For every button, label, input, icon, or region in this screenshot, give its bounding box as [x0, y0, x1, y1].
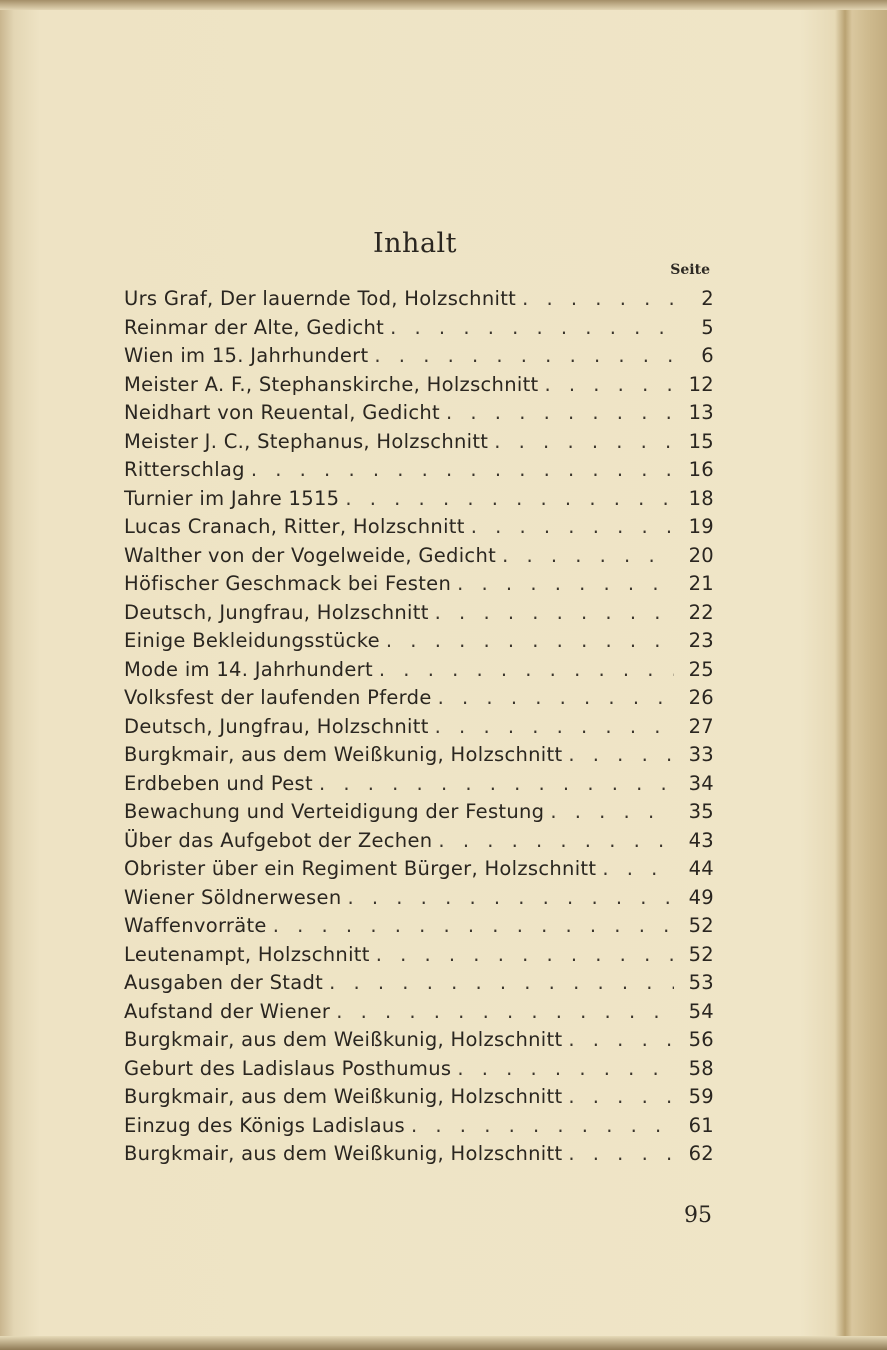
- page-edge-top: [0, 0, 887, 10]
- toc-entry-page: 35: [688, 800, 714, 823]
- toc-entry: [124, 599, 714, 628]
- toc-entry-title: Meister A. F., Stephanskirche, Holzschnitt: [124, 372, 539, 396]
- toc-leader-dots: [502, 542, 674, 571]
- toc-entry: [124, 428, 714, 457]
- toc-entry-title: Turnier im Jahre 1515: [124, 486, 340, 510]
- toc-leader-dots: [471, 513, 674, 542]
- toc-entry-page: 33: [688, 743, 714, 766]
- toc-entry: [124, 1083, 714, 1112]
- toc-entry-page: 27: [688, 714, 714, 738]
- toc-entry-page: 13: [688, 401, 714, 424]
- toc-entry-page: 20: [688, 543, 714, 567]
- toc-entry-title: Obrister über ein Regiment Bürger, Holzschnitt: [124, 857, 597, 880]
- toc-entry-page: 19: [688, 515, 714, 538]
- toc-entry-title: Geburt des Ladislaus Posthumus: [124, 1056, 452, 1080]
- toc-entry: [124, 684, 714, 713]
- toc-entry: [124, 342, 714, 371]
- toc-entry: [124, 998, 714, 1027]
- toc-entry-page: 21: [688, 572, 714, 595]
- page-title: Inhalt: [373, 228, 458, 259]
- toc-entry: [124, 713, 714, 742]
- toc-entry: [124, 399, 714, 428]
- toc-entry: [124, 1112, 714, 1141]
- toc-entry-page: 52: [688, 942, 714, 966]
- toc-entry: [124, 884, 714, 913]
- toc-entry: [124, 656, 714, 685]
- toc-entry-title: Waffenvorräte: [124, 914, 267, 937]
- toc-entry: [124, 485, 714, 514]
- toc-leader-dots: [376, 941, 674, 970]
- toc-entry-page: 6: [701, 344, 714, 367]
- toc-leader-dots: [374, 342, 674, 371]
- toc-entry-page: 5: [701, 315, 714, 339]
- toc-entry: [124, 314, 714, 343]
- toc-entry-page: 62: [688, 1142, 714, 1165]
- toc-entry-page: 26: [688, 686, 714, 709]
- toc-entry-title: Neidhart von Reuental, Gedicht: [124, 401, 441, 424]
- toc-entry: [124, 798, 714, 827]
- toc-leader-dots: [336, 998, 674, 1027]
- toc-entry-page: 44: [688, 857, 714, 880]
- toc-leader-dots: [457, 570, 674, 599]
- toc-entry: [124, 627, 714, 656]
- toc-leader-dots: [438, 827, 674, 856]
- toc-leader-dots: [390, 314, 674, 343]
- toc-entry-page: 34: [688, 771, 714, 795]
- toc-entry-title: Ritterschlag: [124, 458, 245, 481]
- toc-entry-title: Einige Bekleidungsstücke: [124, 629, 380, 652]
- toc-leader-dots: [494, 428, 674, 457]
- toc-entry-title: Erdbeben und Pest: [124, 771, 313, 795]
- toc-leader-dots: [550, 798, 674, 827]
- toc-entry: [124, 1026, 714, 1055]
- toc-leader-dots: [544, 371, 674, 400]
- toc-leader-dots: [379, 656, 674, 685]
- toc-leader-dots: [411, 1112, 674, 1141]
- toc-entry-page: 16: [688, 458, 714, 481]
- toc-entry: [124, 741, 714, 770]
- toc-entry: [124, 969, 714, 998]
- toc-leader-dots: [386, 627, 674, 656]
- toc-entry: [124, 912, 714, 941]
- toc-leader-dots: [568, 1026, 674, 1055]
- toc-entry-page: 15: [688, 429, 714, 453]
- toc-entry: [124, 770, 714, 799]
- toc-entry-page: 23: [688, 629, 714, 652]
- toc-entry: [124, 542, 714, 571]
- toc-entry-title: Deutsch, Jungfrau, Holzschnitt: [124, 714, 429, 738]
- toc-entry-title: Wien im 15. Jahrhundert: [124, 344, 369, 367]
- page-column-header: Seite: [670, 262, 710, 278]
- toc-entry-title: Bewachung und Verteidigung der Festung: [124, 800, 545, 823]
- toc-entry-title: Höfischer Geschmack bei Festen: [124, 572, 452, 595]
- toc-entry-title: Urs Graf, Der lauernde Tod, Holzschnitt: [124, 287, 517, 310]
- toc-entry: [124, 456, 714, 485]
- toc-entry: [124, 1055, 714, 1084]
- toc-leader-dots: [438, 684, 674, 713]
- toc-entry: [124, 827, 714, 856]
- toc-entry-page: 58: [688, 1056, 714, 1080]
- toc-entry-title: Reinmar der Alte, Gedicht: [124, 315, 385, 339]
- toc-entry-page: 52: [688, 914, 714, 937]
- toc-entry: [124, 1140, 714, 1169]
- toc-entry-title: Volksfest der laufenden Pferde: [124, 686, 432, 709]
- toc-entry: [124, 570, 714, 599]
- toc-entry: [124, 285, 714, 314]
- toc-entry-page: 59: [688, 1085, 714, 1108]
- toc-leader-dots: [435, 713, 674, 742]
- toc-entry-title: Burgkmair, aus dem Weißkunig, Holzschnitt: [124, 1085, 563, 1108]
- toc-entry-page: 22: [688, 600, 714, 624]
- toc-entry-title: Einzug des Königs Ladislaus: [124, 1113, 406, 1137]
- toc-leader-dots: [345, 485, 674, 514]
- toc-entry: [124, 855, 714, 884]
- toc-entry-page: 43: [688, 828, 714, 852]
- page-edge-bottom: [0, 1336, 887, 1350]
- toc-entry-title: Burgkmair, aus dem Weißkunig, Holzschnitt: [124, 1142, 563, 1165]
- toc-entry-page: 2: [701, 287, 714, 310]
- toc-entry: [124, 371, 714, 400]
- toc-leader-dots: [347, 884, 674, 913]
- toc-entry-page: 12: [688, 372, 714, 396]
- toc-leader-dots: [568, 1083, 674, 1112]
- toc-leader-dots: [457, 1055, 674, 1084]
- toc-entry-title: Meister J. C., Stephanus, Holzschnitt: [124, 429, 489, 453]
- toc-entry-title: Leutenampt, Holzschnitt: [124, 942, 370, 966]
- toc-entry-title: Lucas Cranach, Ritter, Holzschnitt: [124, 515, 465, 538]
- toc-entry: [124, 513, 714, 542]
- toc-leader-dots: [602, 855, 674, 884]
- toc-entry-page: 56: [688, 1028, 714, 1051]
- toc-leader-dots: [446, 399, 674, 428]
- toc-entry-page: 18: [688, 486, 714, 510]
- toc-leader-dots: [568, 741, 674, 770]
- toc-entry-page: 25: [688, 657, 714, 681]
- toc-leader-dots: [522, 285, 674, 314]
- toc-entry-page: 54: [688, 999, 714, 1023]
- toc-entry-title: Ausgaben der Stadt: [124, 971, 324, 994]
- toc-leader-dots: [251, 456, 674, 485]
- toc-entry-page: 61: [688, 1113, 714, 1137]
- toc-entry-title: Über das Aufgebot der Zechen: [124, 828, 433, 852]
- toc-leader-dots: [329, 969, 674, 998]
- toc-entry-title: Burgkmair, aus dem Weißkunig, Holzschnitt: [124, 743, 563, 766]
- toc-entry-title: Aufstand der Wiener: [124, 999, 331, 1023]
- page-number: 95: [684, 1203, 712, 1228]
- toc-entry: [124, 941, 714, 970]
- toc-entry-page: 53: [688, 971, 714, 994]
- toc-entry-title: Mode im 14. Jahrhundert: [124, 657, 373, 681]
- toc-entry-title: Walther von der Vogelweide, Gedicht: [124, 543, 497, 567]
- toc-leader-dots: [568, 1140, 674, 1169]
- toc-entry-title: Burgkmair, aus dem Weißkunig, Holzschnitt: [124, 1028, 563, 1051]
- toc-entry-page: 49: [688, 885, 714, 909]
- table-of-contents: [124, 285, 714, 1169]
- toc-leader-dots: [273, 912, 674, 941]
- toc-leader-dots: [435, 599, 674, 628]
- toc-leader-dots: [319, 770, 674, 799]
- toc-entry-title: Wiener Söldnerwesen: [124, 885, 342, 909]
- toc-entry-title: Deutsch, Jungfrau, Holzschnitt: [124, 600, 429, 624]
